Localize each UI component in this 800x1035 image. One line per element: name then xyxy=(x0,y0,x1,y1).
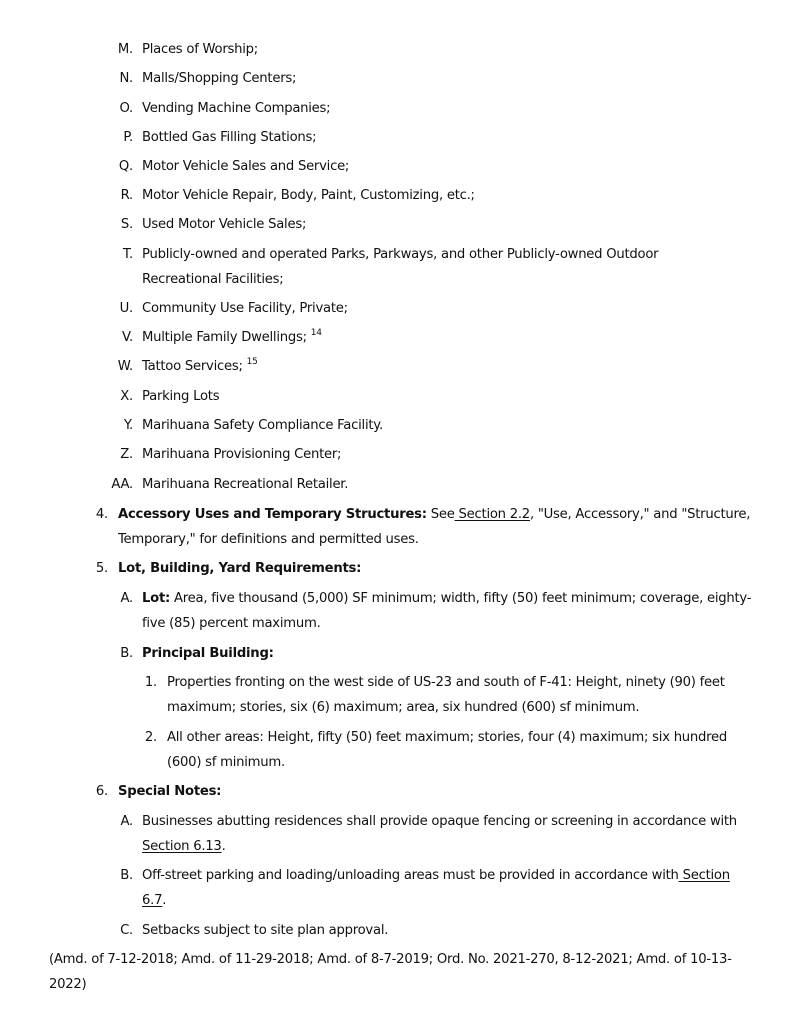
list-item-continuation: Recreational Facilities; xyxy=(142,272,284,287)
list-label: Z. xyxy=(120,447,133,462)
lot-requirements xyxy=(142,590,751,608)
principal-building-item-continuation: maximum; stories, six (6) maximum; area, six hundred (600) sf minimum. xyxy=(167,700,640,715)
special-note-continuation xyxy=(142,838,226,856)
list-label: V. xyxy=(121,330,133,345)
list-label: T. xyxy=(122,247,133,262)
list-label: M. xyxy=(117,42,133,57)
list-label: Y. xyxy=(123,418,133,433)
principal-building-item-continuation: (600) sf minimum. xyxy=(167,755,285,770)
list-label: R. xyxy=(120,188,133,203)
section-6-13-link[interactable]: Section 6.13 xyxy=(142,839,222,854)
list-item: Motor Vehicle Sales and Service; xyxy=(142,159,350,174)
list-item: Community Use Facility, Private; xyxy=(142,301,348,316)
list-item: Marihuana Provisioning Center; xyxy=(142,447,342,462)
section-number: 6. xyxy=(95,784,108,799)
principal-building-item: Properties fronting on the west side of US-23 and south of F-41: Height, ninety (90) feet xyxy=(167,675,725,690)
list-item: Marihuana Safety Compliance Facility. xyxy=(142,418,383,433)
list-label: S. xyxy=(120,217,133,232)
subsection-text: Area, five thousand (5,000) SF minimum; width, fifty (50) feet minimum; coverage, eighty- xyxy=(170,591,752,606)
subsection-heading: Principal Building: xyxy=(142,646,274,661)
section-4-continuation: Temporary," for definitions and permitted uses. xyxy=(118,532,419,547)
list-item: Publicly-owned and operated Parks, Parkways, and other Publicly-owned Outdoor xyxy=(142,247,659,262)
list-label: W. xyxy=(117,359,133,374)
principal-building-item: All other areas: Height, fifty (50) feet maximum; stories, four (4) maximum; six hundred xyxy=(167,730,728,745)
special-note-text: . xyxy=(221,839,226,854)
special-note: Setbacks subject to site plan approval. xyxy=(142,923,389,938)
section-heading: Accessory Uses and Temporary Structures: xyxy=(118,507,427,522)
list-item: Places of Worship; xyxy=(142,42,258,57)
item-number: 2. xyxy=(144,730,157,745)
list-item: Used Motor Vehicle Sales; xyxy=(142,217,307,232)
special-note-text: . xyxy=(162,893,167,908)
subsection-label: B. xyxy=(120,646,133,661)
section-4-line xyxy=(118,506,750,524)
amendment-history-continuation: 2022) xyxy=(49,977,87,992)
list-item: Marihuana Recreational Retailer. xyxy=(142,477,349,492)
section-text: See xyxy=(426,507,455,522)
list-item: Vending Machine Companies; xyxy=(142,101,331,116)
subsection-label: B. xyxy=(120,868,133,883)
amendment-history: (Amd. of 7-12-2018; Amd. of 11-29-2018; Amd. of 8-7-2019; Ord. No. 2021-270, 8-12-2021; Amd. of 10-13- xyxy=(49,952,732,967)
subsection-label: A. xyxy=(120,591,133,606)
lot-requirements-continuation: five (85) percent maximum. xyxy=(142,616,321,631)
section-heading: Special Notes: xyxy=(118,784,222,799)
section-6-7-link[interactable]: Section xyxy=(678,868,730,883)
list-label: AA. xyxy=(111,477,133,492)
footnote-ref-14[interactable]: 14 xyxy=(310,328,322,338)
subsection-heading: Lot: xyxy=(142,591,171,606)
list-item xyxy=(142,358,258,376)
list-label: P. xyxy=(123,130,133,145)
section-6-7-link[interactable]: 6.7 xyxy=(142,893,163,908)
section-number: 5. xyxy=(95,561,108,576)
list-item: Malls/Shopping Centers; xyxy=(142,71,297,86)
list-item: Bottled Gas Filling Stations; xyxy=(142,130,317,145)
section-2-2-link[interactable]: Section 2.2 xyxy=(454,507,530,522)
list-item: Motor Vehicle Repair, Body, Paint, Customizing, etc.; xyxy=(142,188,475,203)
list-label: N. xyxy=(119,71,133,86)
subsection-label: A. xyxy=(120,814,133,829)
list-label: X. xyxy=(120,389,133,404)
list-item-text: Multiple Family Dwellings; xyxy=(142,330,311,345)
subsection-label: C. xyxy=(120,923,133,938)
list-label: O. xyxy=(119,101,133,116)
section-heading: Lot, Building, Yard Requirements: xyxy=(118,561,362,576)
item-number: 1. xyxy=(144,675,157,690)
list-label: Q. xyxy=(118,159,133,174)
section-number: 4. xyxy=(95,507,108,522)
special-note-text: Off-street parking and loading/unloading areas must be provided in accordance with xyxy=(142,868,679,883)
section-text: , "Use, Accessory," and "Structure, xyxy=(529,507,751,522)
special-note xyxy=(142,867,730,885)
list-item xyxy=(142,329,322,347)
special-note-continuation xyxy=(142,892,166,910)
special-note: Businesses abutting residences shall provide opaque fencing or screening in accordance with xyxy=(142,814,737,829)
list-item-text: Tattoo Services; xyxy=(142,359,247,374)
list-item: Parking Lots xyxy=(142,389,220,404)
footnote-ref-15[interactable]: 15 xyxy=(246,357,258,367)
list-label: U. xyxy=(119,301,133,316)
